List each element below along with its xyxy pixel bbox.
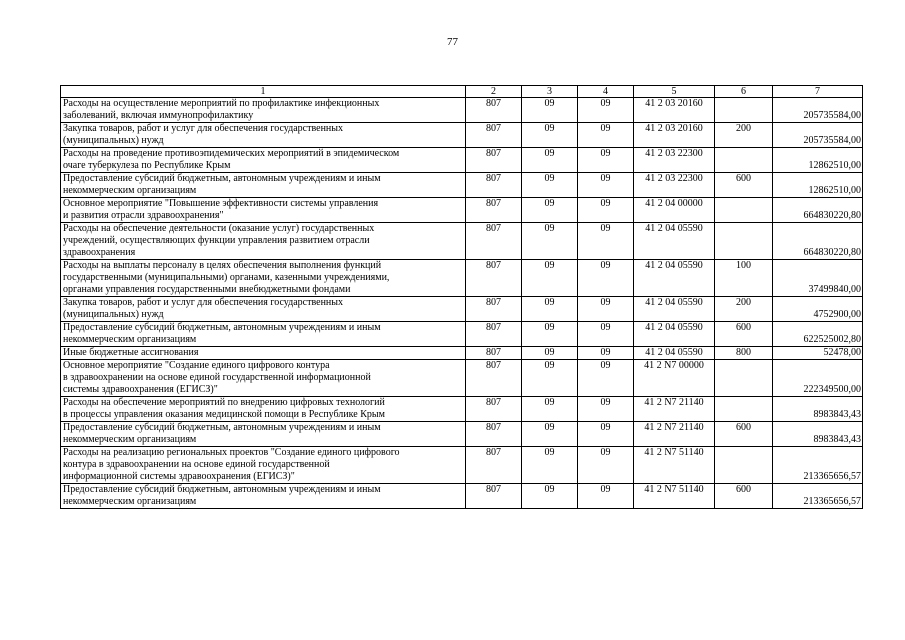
row-section-code: 09 (522, 173, 578, 198)
row-section-code: 09 (522, 484, 578, 509)
row-description: Расходы на выплаты персоналу в целях обеспечения выполнения функций государственными (муниципальными) органами, казенными учреждениями, органами управления государственными внебюджетными фондами (61, 260, 466, 297)
table-row (61, 223, 863, 260)
row-target-article: 41 2 04 05590 (634, 223, 715, 260)
row-subsection-code: 09 (578, 173, 634, 198)
table-row (61, 322, 863, 347)
row-ministry-code: 807 (466, 422, 522, 447)
row-subsection-code: 09 (578, 447, 634, 484)
row-amount: 664830220,80 (773, 198, 863, 223)
row-target-article: 41 2 N7 00000 (634, 360, 715, 397)
row-target-article: 41 2 03 22300 (634, 148, 715, 173)
row-target-article: 41 2 04 05590 (634, 260, 715, 297)
row-section-code: 09 (522, 447, 578, 484)
header-row (61, 86, 863, 98)
row-expense-type (715, 397, 773, 422)
row-description: Предоставление субсидий бюджетным, автономным учреждениям и иным некоммерческим организациям (61, 484, 466, 509)
row-description: Расходы на проведение противоэпидемических мероприятий в эпидемическом очаге туберкулеза по Республике Крым (61, 148, 466, 173)
row-ministry-code: 807 (466, 148, 522, 173)
row-target-article: 41 2 03 20160 (634, 123, 715, 148)
row-section-code: 09 (522, 223, 578, 260)
row-description: Закупка товаров, работ и услуг для обеспечения государственных (муниципальных) нужд (61, 123, 466, 148)
table-row (61, 484, 863, 509)
row-ministry-code: 807 (466, 360, 522, 397)
row-ministry-code: 807 (466, 447, 522, 484)
row-amount: 37499840,00 (773, 260, 863, 297)
header-cell: 2 (466, 86, 522, 98)
row-amount: 213365656,57 (773, 447, 863, 484)
table-row (61, 347, 863, 360)
row-expense-type: 100 (715, 260, 773, 297)
table-row (61, 447, 863, 484)
table-row (61, 98, 863, 123)
row-subsection-code: 09 (578, 360, 634, 397)
row-expense-type: 600 (715, 173, 773, 198)
row-section-code: 09 (522, 297, 578, 322)
header-cell: 6 (715, 86, 773, 98)
row-description: Предоставление субсидий бюджетным, автономным учреждениям и иным некоммерческим организациям (61, 322, 466, 347)
page-number: 77 (447, 36, 458, 48)
row-amount: 52478,00 (773, 347, 863, 360)
row-target-article: 41 2 04 05590 (634, 347, 715, 360)
row-description: Основное мероприятие "Повышение эффективности системы управления и развития отрасли здравоохранения" (61, 198, 466, 223)
row-description: Предоставление субсидий бюджетным, автономным учреждениям и иным некоммерческим организациям (61, 422, 466, 447)
row-expense-type (715, 447, 773, 484)
row-expense-type: 200 (715, 297, 773, 322)
row-expense-type: 600 (715, 422, 773, 447)
row-expense-type (715, 198, 773, 223)
row-subsection-code: 09 (578, 148, 634, 173)
row-subsection-code: 09 (578, 397, 634, 422)
row-target-article: 41 2 04 05590 (634, 297, 715, 322)
row-amount: 205735584,00 (773, 123, 863, 148)
row-description: Расходы на реализацию региональных проектов "Создание единого цифрового контура в здравоохранении на основе единой государственной информационной системы здравоохранения (ЕГИСЗ)" (61, 447, 466, 484)
row-expense-type (715, 360, 773, 397)
row-section-code: 09 (522, 123, 578, 148)
table-row (61, 198, 863, 223)
row-section-code: 09 (522, 322, 578, 347)
row-subsection-code: 09 (578, 260, 634, 297)
row-ministry-code: 807 (466, 260, 522, 297)
row-ministry-code: 807 (466, 173, 522, 198)
row-description: Закупка товаров, работ и услуг для обеспечения государственных (муниципальных) нужд (61, 297, 466, 322)
row-section-code: 09 (522, 360, 578, 397)
row-ministry-code: 807 (466, 98, 522, 123)
row-target-article: 41 2 03 20160 (634, 98, 715, 123)
row-ministry-code: 807 (466, 397, 522, 422)
row-target-article: 41 2 N7 21140 (634, 397, 715, 422)
row-target-article: 41 2 N7 51140 (634, 447, 715, 484)
row-description: Предоставление субсидий бюджетным, автономным учреждениям и иным некоммерческим организациям (61, 173, 466, 198)
row-ministry-code: 807 (466, 297, 522, 322)
header-cell: 7 (773, 86, 863, 98)
row-target-article: 41 2 04 05590 (634, 322, 715, 347)
table-row (61, 360, 863, 397)
table-row (61, 260, 863, 297)
row-ministry-code: 807 (466, 484, 522, 509)
table-row (61, 297, 863, 322)
row-amount: 664830220,80 (773, 223, 863, 260)
row-section-code: 09 (522, 347, 578, 360)
row-ministry-code: 807 (466, 347, 522, 360)
header-cell: 3 (522, 86, 578, 98)
header-cell: 4 (578, 86, 634, 98)
row-subsection-code: 09 (578, 98, 634, 123)
header-cell: 1 (61, 86, 466, 98)
row-amount: 8983843,43 (773, 397, 863, 422)
table-row (61, 422, 863, 447)
row-target-article: 41 2 03 22300 (634, 173, 715, 198)
row-target-article: 41 2 N7 21140 (634, 422, 715, 447)
row-subsection-code: 09 (578, 297, 634, 322)
row-section-code: 09 (522, 198, 578, 223)
row-amount: 12862510,00 (773, 173, 863, 198)
row-description: Расходы на обеспечение деятельности (оказание услуг) государственных учреждений, осуществляющих функции управления развитием отрасли здравоохранения (61, 223, 466, 260)
row-amount: 205735584,00 (773, 98, 863, 123)
row-expense-type (715, 98, 773, 123)
header-cell: 5 (634, 86, 715, 98)
row-subsection-code: 09 (578, 484, 634, 509)
row-ministry-code: 807 (466, 322, 522, 347)
row-subsection-code: 09 (578, 422, 634, 447)
row-subsection-code: 09 (578, 198, 634, 223)
row-amount: 622525002,80 (773, 322, 863, 347)
row-section-code: 09 (522, 397, 578, 422)
table-row (61, 173, 863, 198)
row-description: Расходы на осуществление мероприятий по профилактике инфекционных заболеваний, включая иммунопрофилактику (61, 98, 466, 123)
row-section-code: 09 (522, 260, 578, 297)
row-subsection-code: 09 (578, 223, 634, 260)
row-amount: 8983843,43 (773, 422, 863, 447)
row-expense-type (715, 223, 773, 260)
row-description: Основное мероприятие "Создание единого цифрового контура в здравоохранении на основе единой государственной информационной системы здравоохранения (ЕГИСЗ)" (61, 360, 466, 397)
row-section-code: 09 (522, 98, 578, 123)
row-description: Расходы на обеспечение мероприятий по внедрению цифровых технологий в процессы управления оказания медицинской помощи в Республике Крым (61, 397, 466, 422)
row-expense-type: 800 (715, 347, 773, 360)
row-ministry-code: 807 (466, 198, 522, 223)
table-row (61, 397, 863, 422)
row-amount: 213365656,57 (773, 484, 863, 509)
row-ministry-code: 807 (466, 223, 522, 260)
row-subsection-code: 09 (578, 123, 634, 148)
row-section-code: 09 (522, 422, 578, 447)
row-description: Иные бюджетные ассигнования (61, 347, 466, 360)
row-expense-type: 600 (715, 484, 773, 509)
row-section-code: 09 (522, 148, 578, 173)
row-expense-type: 600 (715, 322, 773, 347)
row-amount: 4752900,00 (773, 297, 863, 322)
table-row (61, 123, 863, 148)
table-row (61, 148, 863, 173)
budget-table (60, 85, 863, 509)
row-target-article: 41 2 04 00000 (634, 198, 715, 223)
row-expense-type (715, 148, 773, 173)
row-subsection-code: 09 (578, 347, 634, 360)
row-amount: 12862510,00 (773, 148, 863, 173)
row-amount: 222349500,00 (773, 360, 863, 397)
row-expense-type: 200 (715, 123, 773, 148)
row-subsection-code: 09 (578, 322, 634, 347)
row-ministry-code: 807 (466, 123, 522, 148)
row-target-article: 41 2 N7 51140 (634, 484, 715, 509)
